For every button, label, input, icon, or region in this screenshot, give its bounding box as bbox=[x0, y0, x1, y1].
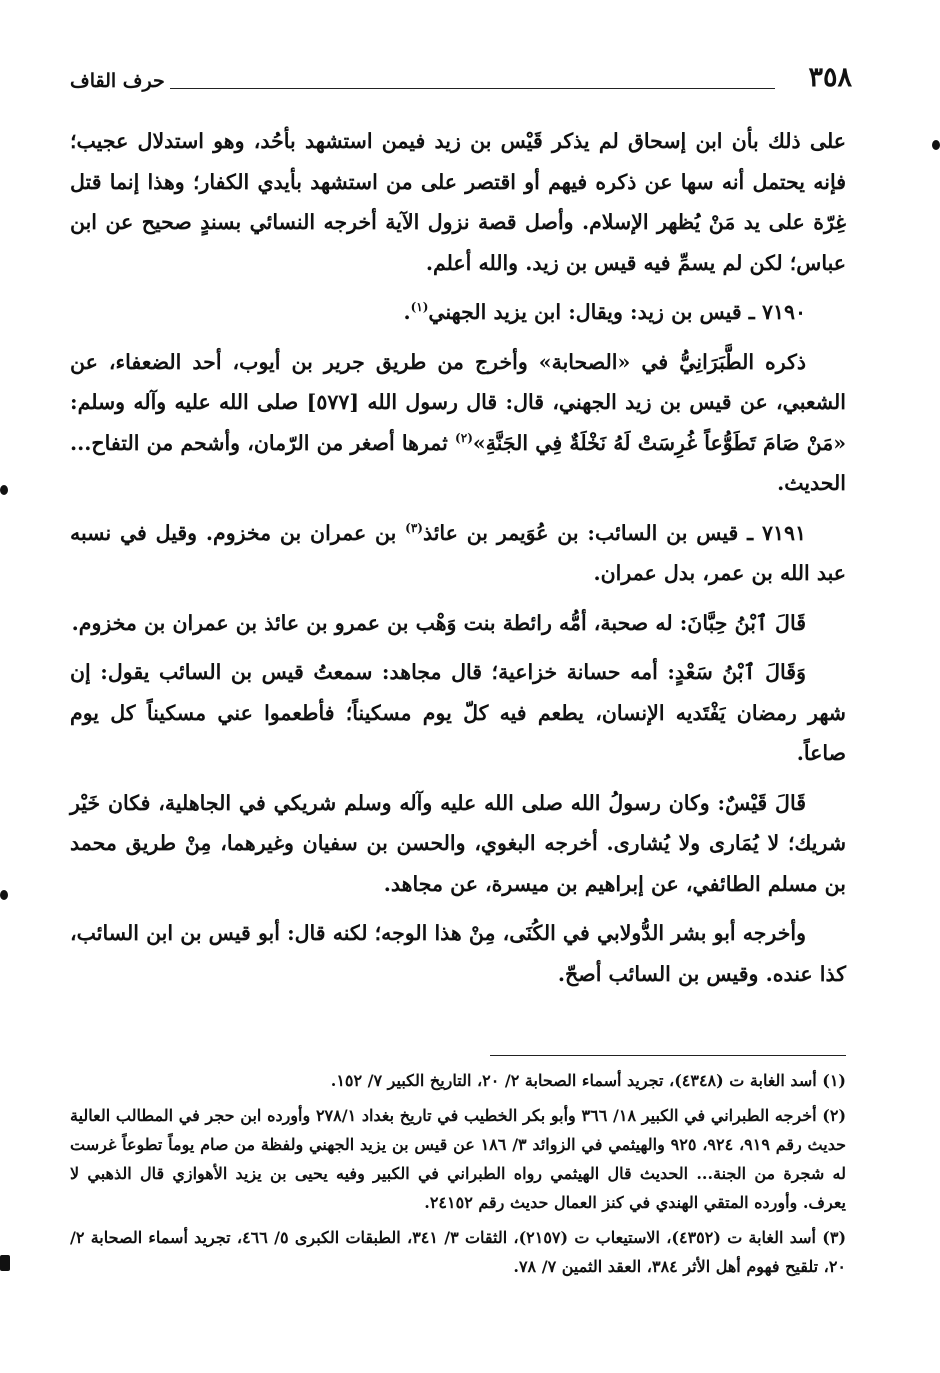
footnote-3: (٣) أسد الغابة ت (٤٣٥٢)، الاستيعاب ت (٢١٥٧)، الثقات ٣/ ٣٤١، الطبقات الكبرى ٥/ ٤٦٦، تجريد أسماء الصحابة ٢/ ٢٠، تلقيح فهوم أهل الأثر ٣٨٤، العقد الثمين ٧/ ٧٨. bbox=[70, 1228, 847, 1276]
header-rule bbox=[170, 88, 775, 89]
main-text bbox=[70, 121, 846, 1003]
paragraph-5: قَالَ قَيْسٌ: وكان رسولُ الله صلى الله عليه وآله وسلم شريكي في الجاهلية، فكان خَيْر شريك؛ لا يُمَارى ولا يُشارى. أخرجه البغوي، والحسن بن سفيان وغيرهما، مِنْ طريق محمد بن مسلم الطائفي، عن إبراهيم بن ميسرة، عن مجاهد. bbox=[70, 790, 846, 896]
entry-7190-heading: ٧١٩٠ ـ قيس بن زيد: ويقال: ابن يزيد الجهني bbox=[428, 300, 806, 324]
entry-7191 bbox=[70, 513, 846, 594]
scan-mark bbox=[0, 1255, 10, 1271]
paragraph-6: وأخرجه أبو بشر الدُّولابي في الكُنَى، مِنْ هذا الوجه؛ لكنه قال: أبو قيس بن ابن السائب، كذا عنده. وقيس بن السائب أصحّ. bbox=[70, 921, 846, 986]
scan-mark bbox=[932, 140, 940, 150]
footnote-ref-3: (٣) bbox=[405, 520, 423, 535]
page-number: ٣٥٨ bbox=[808, 62, 852, 93]
paragraph-4: وَقَالَ ٱبْنُ سَعْدٍ: أمه حسانة خزاعية؛ قال مجاهد: سمعتُ قيس بن السائب يقول: إن شهر رمضان يَفْتَديه الإنسان، يطعم فيه كلّ يوم مسكيناً؛ فأطعموا عني مسكيناً كل يوم صاعاً. bbox=[70, 660, 846, 765]
scan-mark bbox=[0, 485, 8, 495]
scan-mark bbox=[0, 890, 8, 900]
paragraph-3: قَالَ ٱبْنُ حِبَّانَ: له صحبة، أمُّه رائطة بنت وَهْب بن عمرو بن عائذ بن عمران بن مخزوم. bbox=[71, 610, 806, 635]
running-title: حرف القاف bbox=[70, 70, 165, 92]
entry-7191-tail: بن عمران بن مخزوم. وقيل في نسبه عبد الله بن عمر، بدل عمران. bbox=[70, 520, 846, 585]
footnote-ref-2: (٢) bbox=[455, 430, 473, 445]
entry-7191-heading: ٧١٩١ ـ قيس بن السائب: بن عُوَيمر بن عائذ bbox=[422, 520, 807, 545]
footnotes bbox=[70, 1066, 846, 1287]
footnote-2: (٢) أخرجه الطبراني في الكبير ١٨/ ٣٦٦ وأبو بكر الخطيب في تاريخ بغداد ٢٧٨/١ وأورده ابن حجر في المطالب العالية حديث رقم ٩١٩، ٩٢٤، ٩٢٥ والهيثمي في الزوائد ٣/ ١٨٦ عن قيس بن يزيد الجهني ولفظة من صام يوماً تطوعاً غرست له شجرة من الجنة... الحديث قال الهيثمي رواه الطبراني في الكبير وفيه يحيى بن يزيد الأهوازي قال الذهبي لا يعرف. وأورده المتقي الهندي في كنز العمال حديث رقم ٢٤١٥٢. bbox=[70, 1106, 847, 1212]
paragraph-2 bbox=[70, 342, 846, 504]
entry-7190 bbox=[70, 292, 846, 333]
entry-7190-tail: . bbox=[403, 300, 411, 324]
footnote-1: (١) أسد الغابة ت (٤٣٤٨)، تجريد أسماء الصحابة ٢/ ٢٠، التاريخ الكبير ٧/ ١٥٢. bbox=[330, 1071, 846, 1090]
paragraph-2-tail: ثمرها أصغر من الرّمان، وأشحم من التفاح... الحديث. bbox=[70, 430, 846, 495]
footnote-rule bbox=[490, 1055, 846, 1056]
paragraph-1: على ذلك بأن ابن إسحاق لم يذكر قَيْس بن زيد فيمن استشهد بأحُد، وهو استدلال عجيب؛ فإنه يحتمل أنه سها عن ذكره فيهم أو اقتصر على من استشهد بأيدي الكفار؛ وهذا إنما قتل غِرّة على يد مَنْ يُظهر الإسلام. وأصل قصة نزول الآية أخرجه النسائي بسندٍ صحيح عن ابن عباس؛ لكن لم يسمِّ فيه قيس بن زيد. والله أعلم. bbox=[70, 129, 846, 275]
footnote-ref-1: (١) bbox=[410, 300, 429, 315]
page-header bbox=[70, 62, 850, 98]
paragraph-2-text: ذكره الطَّبَرَانِيُّ في «الصحابة» وأخرج من طريق جرير بن أيوب، أحد الضعفاء، عن الشعبي، عن قيس بن زيد الجهني، قال: قال رسول الله [٥٧٧] صلى الله عليه وآله وسلم: «مَنْ صَامَ تَطَوُّعاً غُرِسَتْ لَهُ نَخْلَةٌ فِي الجَنَّةِ» bbox=[70, 349, 847, 455]
